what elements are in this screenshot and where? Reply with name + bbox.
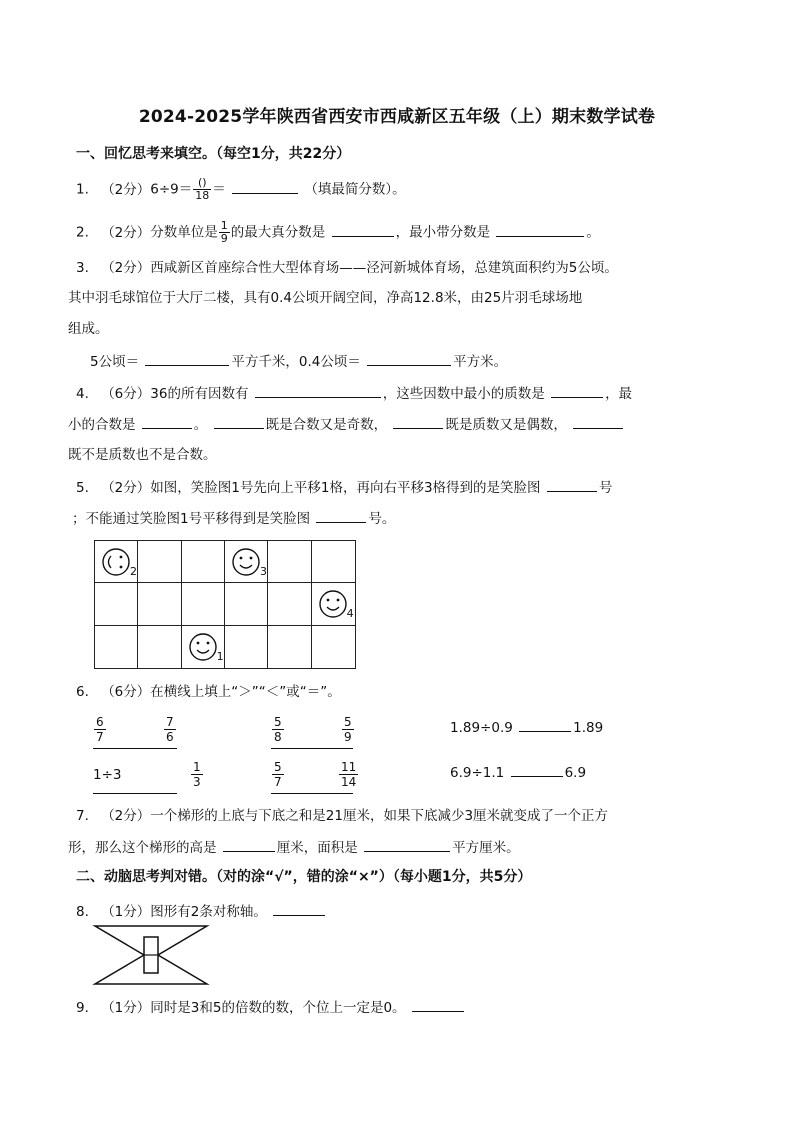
grid-cell xyxy=(182,541,225,583)
answer-blank[interactable] xyxy=(393,414,443,429)
question-score: （2分） xyxy=(101,808,151,824)
smiley-label: 3 xyxy=(260,565,267,578)
question-4-line-2 xyxy=(68,414,625,435)
answer-blank[interactable] xyxy=(223,837,275,852)
answer-blank[interactable] xyxy=(547,477,597,492)
answer-blank[interactable] xyxy=(367,351,451,366)
smiley-grid-figure xyxy=(94,540,356,669)
answer-blank[interactable] xyxy=(364,837,450,852)
grid-cell xyxy=(268,626,311,668)
question-text: 平方米。 xyxy=(453,354,508,370)
page-title: 2024-2025学年陕西省西安市西咸新区五年级（上）期末数学试卷 xyxy=(138,107,656,127)
question-score: （2分） xyxy=(101,181,151,198)
question-number: 5. xyxy=(76,480,89,496)
grid-cell xyxy=(138,541,181,583)
question-number: 1. xyxy=(76,181,89,198)
answer-blank[interactable] xyxy=(551,383,603,398)
answer-blank[interactable] xyxy=(496,222,584,237)
grid-cell xyxy=(95,626,138,668)
symmetry-figure xyxy=(92,924,210,986)
answer-blank[interactable] xyxy=(316,508,366,523)
question-text: 一个梯形的上底与下底之和是21厘米，如果下底减少3厘米就变成了一个正方 xyxy=(150,808,609,824)
question-7 xyxy=(76,806,608,826)
question-text: 5公顷＝ xyxy=(90,354,140,370)
section-1-heading: 一、回忆思考来填空。（每空1分，共22分） xyxy=(76,146,351,162)
question-text: 其中羽毛球馆位于大厅二楼，具有0.4公顷开阔空间，净高12.8米，由25片羽毛球场地 xyxy=(68,290,583,306)
smiley-label: 1 xyxy=(216,649,224,663)
question-number: 3. xyxy=(76,260,89,276)
compare-blank[interactable] xyxy=(511,762,563,777)
smiley-label: 4 xyxy=(346,607,354,621)
answer-blank[interactable] xyxy=(573,414,623,429)
fraction: $\frac{5}{7}$ xyxy=(274,760,282,789)
question-text: 厘米，面积是 xyxy=(276,840,358,856)
question-text: 同时是3和5的倍数的数，个位上一定是0。 xyxy=(150,1000,406,1016)
question-5-line-2 xyxy=(72,508,395,529)
question-score: （6分） xyxy=(101,684,151,700)
question-text: 1÷3 xyxy=(93,767,122,783)
grid-cell xyxy=(312,626,355,668)
question-text: 小的合数是 xyxy=(68,417,136,433)
compare-decimal-1: 1.89÷0.9 1.89 xyxy=(450,717,603,738)
answer-blank[interactable] xyxy=(255,383,381,398)
answer-blank[interactable] xyxy=(412,997,464,1012)
question-text: 形，那么这个梯形的高是 xyxy=(68,840,217,856)
question-7-line-2 xyxy=(68,837,520,858)
question-text: ，最 xyxy=(605,386,633,402)
grid-cell xyxy=(225,583,268,625)
question-text: 既不是质数也不是合数。 xyxy=(68,447,217,463)
grid-cell xyxy=(182,583,225,625)
question-text: 图形有2条对称轴。 xyxy=(150,904,267,920)
fraction: $\frac{6}{7}$ xyxy=(96,715,104,744)
question-score: （6分） xyxy=(101,386,151,402)
answer-blank[interactable] xyxy=(145,351,229,366)
question-text: 。 xyxy=(586,224,600,241)
section-2-heading: 二、动脑思考判对错。（对的涂“√”，错的涂“×”）（每小题1分，共5分） xyxy=(76,869,532,885)
question-text: 号 xyxy=(598,480,613,496)
question-6 xyxy=(76,682,341,702)
smiley-face-icon xyxy=(101,547,131,577)
grid-cell xyxy=(268,541,311,583)
compare-blank[interactable] xyxy=(519,717,571,732)
question-text: 平方千米，0.4公顷＝ xyxy=(231,354,361,370)
smiley-label: 2 xyxy=(130,565,137,578)
question-text: （填最简分数）。 xyxy=(304,181,406,198)
question-text: ，这些因数中最小的质数是 xyxy=(382,386,545,402)
question-text: 如图，笑脸图1号先向上平移1格，再向右平移3格得到的是笑脸图 xyxy=(150,480,541,496)
question-text: ，最小带分数是 xyxy=(395,224,491,241)
question-2 xyxy=(76,220,600,245)
smiley-face-icon xyxy=(318,589,348,619)
fraction: $\frac{()}{18}$ xyxy=(195,176,210,202)
question-score: （2分） xyxy=(101,480,151,496)
question-text: ；不能通过笑脸图1号平移得到是笑脸图 xyxy=(72,511,311,527)
question-score: （1分） xyxy=(101,1000,151,1016)
fraction: $\frac{1}{9}$ xyxy=(220,219,228,245)
question-number: 9. xyxy=(76,1000,89,1016)
question-text: 分数单位是 xyxy=(150,224,218,241)
grid-cell xyxy=(312,541,355,583)
grid-cell xyxy=(268,583,311,625)
question-text: 36的所有因数有 xyxy=(150,386,249,402)
compare-blank[interactable] xyxy=(93,748,177,749)
question-5 xyxy=(76,477,612,498)
smiley-face-icon xyxy=(231,547,261,577)
question-text: 组成。 xyxy=(68,321,109,337)
question-9 xyxy=(76,997,466,1018)
grid-cell xyxy=(138,626,181,668)
compare-blank[interactable] xyxy=(271,748,353,749)
question-text: 既是合数又是奇数， xyxy=(265,417,388,433)
grid-cell xyxy=(95,583,138,625)
question-8 xyxy=(76,901,327,922)
answer-blank[interactable] xyxy=(332,222,394,237)
question-text: 平方厘米。 xyxy=(452,840,520,856)
question-3 xyxy=(76,258,618,278)
question-number: 8. xyxy=(76,904,89,920)
grid-cell xyxy=(138,583,181,625)
question-text: 的最大真分数是 xyxy=(230,224,326,241)
question-4 xyxy=(76,383,632,404)
question-text: ＝ xyxy=(212,181,226,198)
question-score: （1分） xyxy=(101,904,151,920)
question-text: 在横线上填上“＞”“＜”或“＝”。 xyxy=(150,684,341,700)
grid-cell xyxy=(225,626,268,668)
fraction: $\frac{5}{8}$ xyxy=(274,715,282,744)
question-text: 号。 xyxy=(368,511,396,527)
question-1 xyxy=(76,177,406,202)
question-number: 6. xyxy=(76,684,89,700)
question-number: 7. xyxy=(76,808,89,824)
compare-blank[interactable] xyxy=(271,793,353,794)
fraction: $\frac{5}{9}$ xyxy=(344,715,352,744)
fraction: $\frac{1}{3}$ xyxy=(193,760,201,789)
answer-blank[interactable] xyxy=(232,179,298,194)
question-3-answer-line xyxy=(90,351,507,372)
smiley-face-icon xyxy=(188,632,218,662)
question-number: 4. xyxy=(76,386,89,402)
question-text: 西咸新区首座综合性大型体育场——泾河新城体育场，总建筑面积约为5公顷。 xyxy=(150,260,618,276)
question-text: 6÷9＝ xyxy=(150,181,193,198)
compare-decimal-2: 6.9÷1.1 6.9 xyxy=(450,762,586,783)
answer-blank[interactable] xyxy=(142,414,192,429)
fraction: $\frac{7}{6}$ xyxy=(166,715,174,744)
question-text: 。 xyxy=(193,417,208,433)
fraction: $\frac{11}{14}$ xyxy=(341,760,357,789)
question-number: 2. xyxy=(76,224,89,241)
compare-blank[interactable] xyxy=(93,793,177,794)
question-score: （2分） xyxy=(101,224,151,241)
question-text: 既是质数又是偶数， xyxy=(445,417,567,433)
answer-blank[interactable] xyxy=(214,414,264,429)
question-score: （2分） xyxy=(101,260,151,276)
answer-blank[interactable] xyxy=(273,901,325,916)
